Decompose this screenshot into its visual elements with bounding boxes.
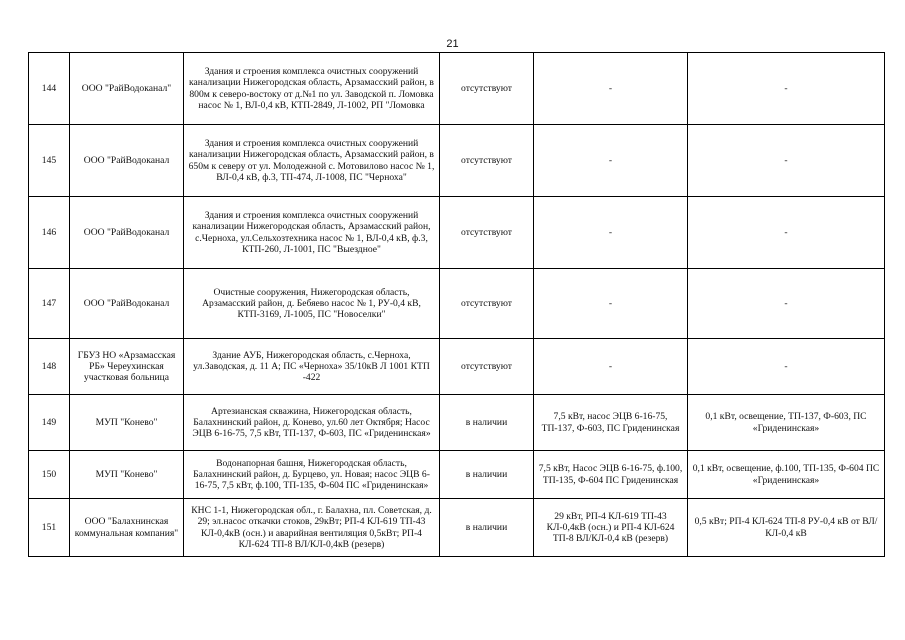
- table-row: [29, 53, 885, 125]
- page-number: 21: [446, 38, 459, 50]
- row-number: 150: [29, 451, 70, 499]
- row-number: 151: [29, 499, 70, 557]
- row-number: 145: [29, 125, 70, 197]
- object-description-cell: Здание АУБ, Нижегородская область, с.Черноха, ул.Заводская, д. 11 А; ПС «Черноха» 35/10кВ Л 1001 КТП -422: [184, 339, 440, 395]
- power-source-cell: -: [534, 269, 688, 339]
- power-source-cell: 7,5 кВт, Насос ЭЦВ 6-16-75, ф.100, ТП-135, Ф-604 ПС Гриденинская: [534, 451, 688, 499]
- power-secondary-cell: 0,1 кВт, освещение, ф.100, ТП-135, Ф-604 ПС «Гриденинская»: [688, 451, 885, 499]
- organization-cell: ООО "РайВодоканал": [70, 53, 184, 125]
- table-row: [29, 451, 885, 499]
- table-row: [29, 197, 885, 269]
- availability-cell: отсутствуют: [440, 269, 534, 339]
- power-source-cell: 7,5 кВт, насос ЭЦВ 6-16-75, ТП-137, Ф-603, ПС Гриденинская: [534, 395, 688, 451]
- power-secondary-cell: -: [688, 269, 885, 339]
- power-secondary-cell: 0,1 кВт, освещение, ТП-137, Ф-603, ПС «Гриденинская»: [688, 395, 885, 451]
- availability-cell: в наличии: [440, 395, 534, 451]
- object-description-cell: Здания и строения комплекса очистных сооружений канализации Нижегородская область, Арзамасский район, с.Черноха, ул.Сельхозтехника насос № 1, ВЛ-0,4 кВ, ф.3, КТП-260, Л-1001, ПС "Выездное": [184, 197, 440, 269]
- row-number: 146: [29, 197, 70, 269]
- organization-cell: ООО "Балахнинская коммунальная компания": [70, 499, 184, 557]
- power-secondary-cell: -: [688, 125, 885, 197]
- power-secondary-cell: -: [688, 53, 885, 125]
- power-secondary-cell: -: [688, 339, 885, 395]
- availability-cell: отсутствуют: [440, 339, 534, 395]
- availability-cell: отсутствуют: [440, 53, 534, 125]
- power-source-cell: -: [534, 53, 688, 125]
- power-source-cell: -: [534, 339, 688, 395]
- organization-cell: ООО "РайВодоканал: [70, 125, 184, 197]
- organization-cell: ООО "РайВодоканал: [70, 197, 184, 269]
- availability-cell: отсутствуют: [440, 197, 534, 269]
- power-secondary-cell: 0,5 кВт; РП-4 КЛ-624 ТП-8 РУ-0,4 кВ от ВЛ/КЛ-0,4 кВ: [688, 499, 885, 557]
- table-row: [29, 125, 885, 197]
- power-source-cell: -: [534, 125, 688, 197]
- object-description-cell: Очистные сооружения, Нижегородская область, Арзамасский район, д. Бебяево насос № 1, РУ-0,4 кВ, КТП-3169, Л-1005, ПС "Новоселки": [184, 269, 440, 339]
- organization-cell: МУП "Конево": [70, 395, 184, 451]
- row-number: 148: [29, 339, 70, 395]
- availability-cell: в наличии: [440, 499, 534, 557]
- table-row: [29, 395, 885, 451]
- power-source-cell: 29 кВт, РП-4 КЛ-619 ТП-43 КЛ-0,4кВ (осн.) и РП-4 КЛ-624 ТП-8 ВЛ/КЛ-0,4 кВ (резерв): [534, 499, 688, 557]
- object-description-cell: Водонапорная башня, Нижегородская область, Балахнинский район, д. Бурцево, ул. Новая; насос ЭЦВ 6-16-75, 7,5 кВт, ф.100, ТП-135, Ф-604 ПС «Гриденинская»: [184, 451, 440, 499]
- power-secondary-cell: -: [688, 197, 885, 269]
- object-description-cell: Здания и строения комплекса очистных сооружений канализации Нижегородская область, Арзамасский район, в 800м к северо-востоку от д.№1 по ул. Заводской п. Ломовка насос № 1, ВЛ-0,4 кВ, КТП-2849, Л-1002, РП "Ломовка: [184, 53, 440, 125]
- row-number: 147: [29, 269, 70, 339]
- row-number: 144: [29, 53, 70, 125]
- facilities-table: [28, 52, 885, 557]
- organization-cell: ООО "РайВодоканал: [70, 269, 184, 339]
- object-description-cell: Артезианская скважина, Нижегородская область, Балахнинский район, д. Конево, ул.60 лет Октября; Насос ЭЦВ 6-16-75, 7,5 кВт, ТП-137, Ф-603, ПС «Гриденинская»: [184, 395, 440, 451]
- table-row: [29, 269, 885, 339]
- power-source-cell: -: [534, 197, 688, 269]
- availability-cell: в наличии: [440, 451, 534, 499]
- availability-cell: отсутствуют: [440, 125, 534, 197]
- organization-cell: ГБУЗ НО «Арзамасская РБ» Череухинская участковая больница: [70, 339, 184, 395]
- object-description-cell: КНС 1-1, Нижегородская обл., г. Балахна, пл. Советская, д. 29; эл.насос откачки стоков, 29кВт; РП-4 КЛ-619 ТП-43 КЛ-0,4кВ (осн.) и аварийная вентиляция 0,5кВт; РП-4 КЛ-624 ТП-8 ВЛ/КЛ-0,4кВ (резерв): [184, 499, 440, 557]
- organization-cell: МУП "Конево": [70, 451, 184, 499]
- table-row: [29, 499, 885, 557]
- row-number: 149: [29, 395, 70, 451]
- table-row: [29, 339, 885, 395]
- object-description-cell: Здания и строения комплекса очистных сооружений канализации Нижегородская область, Арзамасский район, в 650м к северу от ул. Молодежной с. Мотовилово насос № 1, ВЛ-0,4 кВ, ф.3, ТП-474, Л-1008, ПС "Черноха": [184, 125, 440, 197]
